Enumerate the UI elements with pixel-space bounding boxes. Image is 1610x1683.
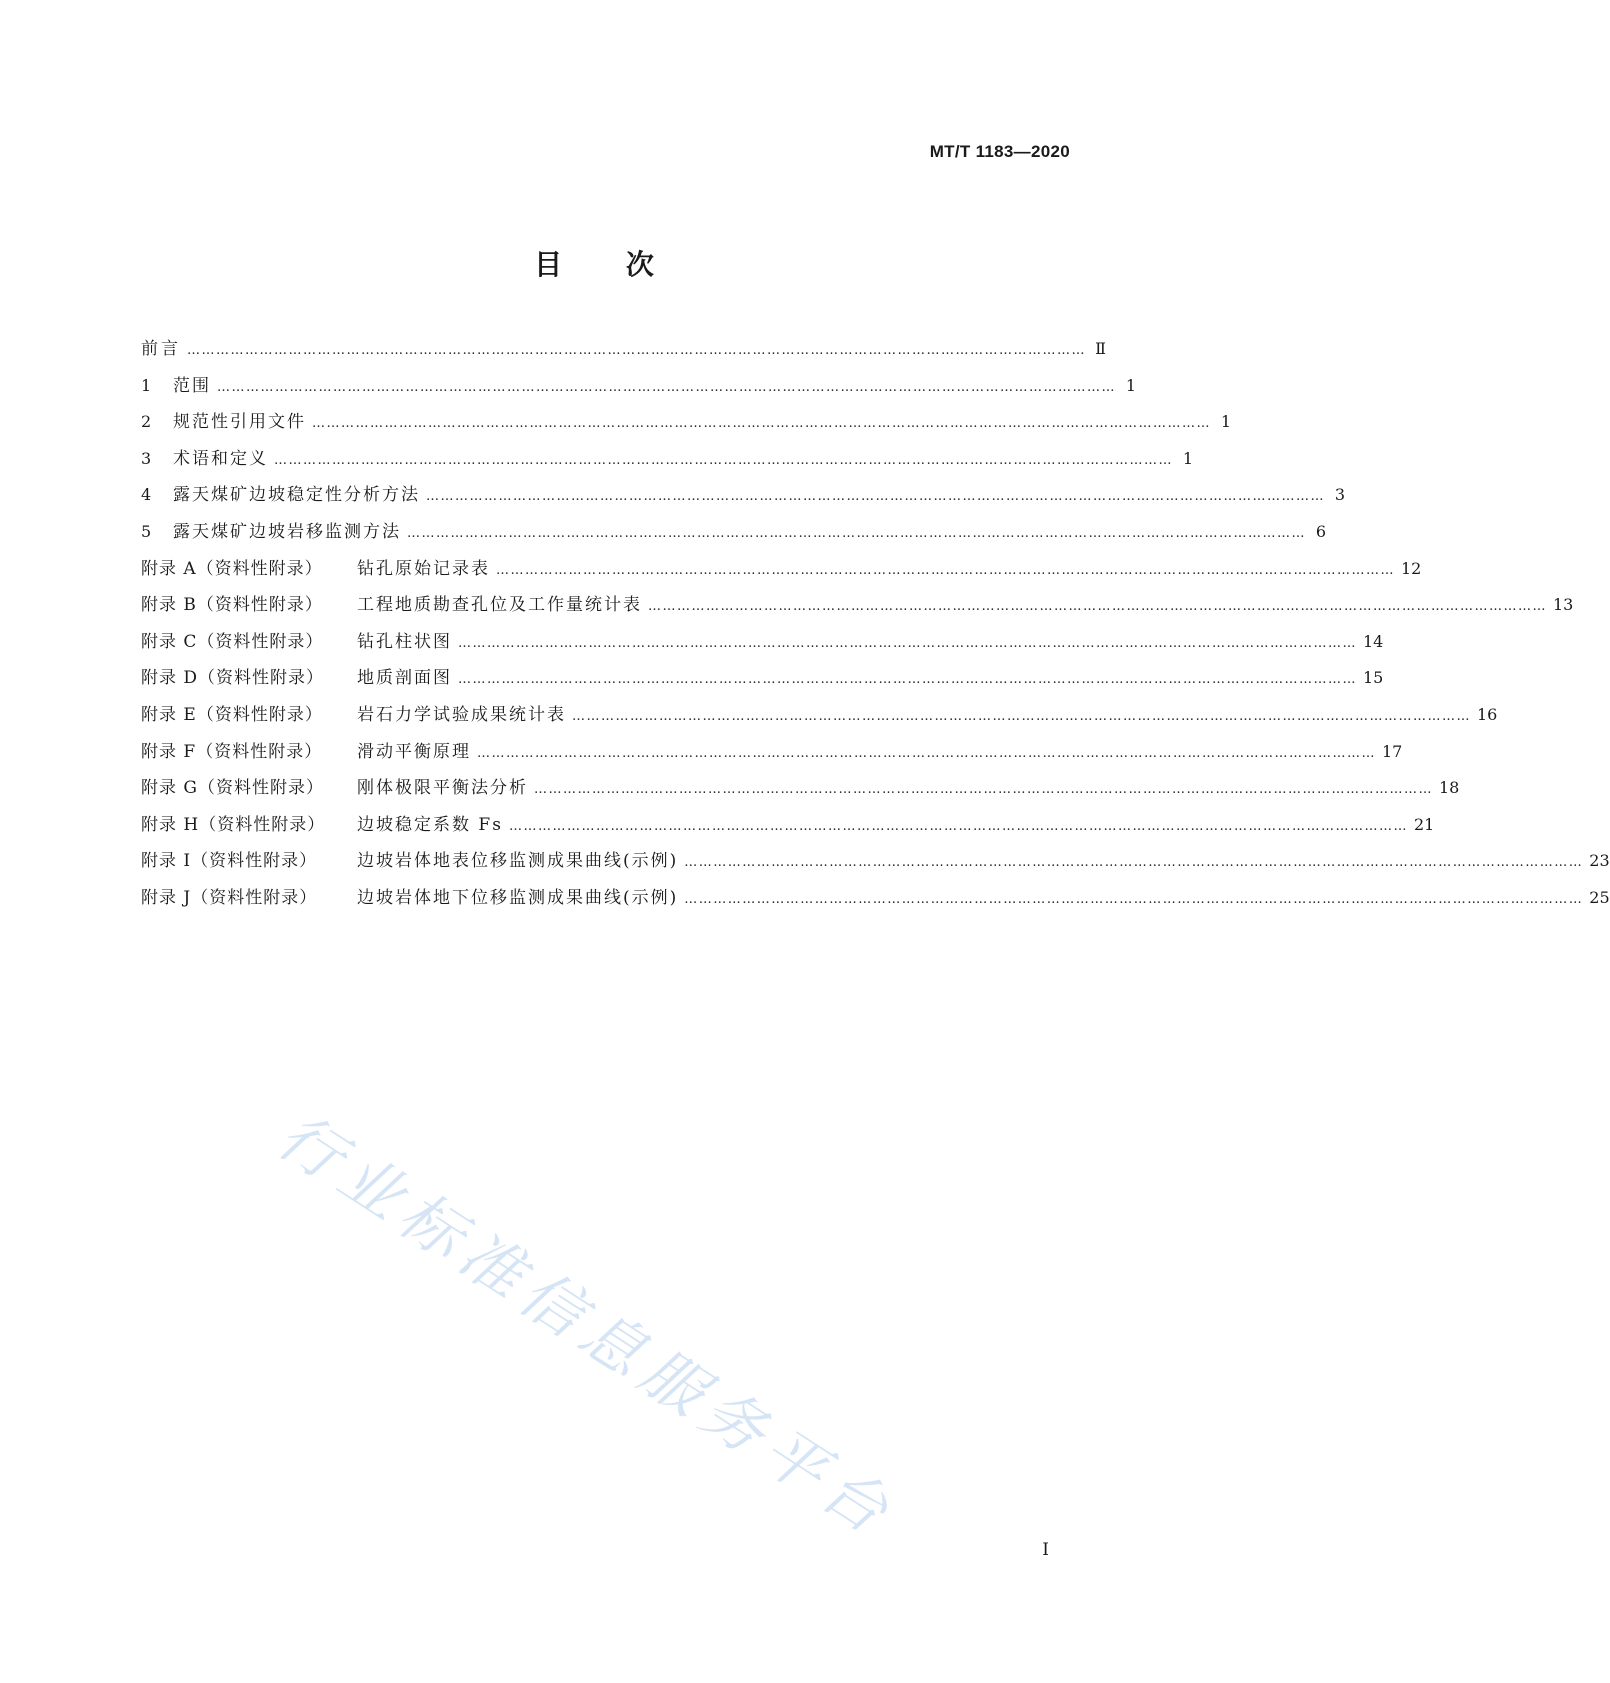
toc-entry-number: 5 [141, 521, 152, 541]
toc-entry[interactable] [141, 887, 1610, 925]
toc-entry-page: 21 [1413, 814, 1435, 834]
toc-entry[interactable] [141, 485, 1345, 522]
toc-entry-page: 17 [1382, 741, 1403, 761]
toc-entry-page: 15 [1363, 668, 1384, 688]
toc-dot-leader: …………………………………………………………………………………………………………………………………………………………………… [684, 855, 1584, 871]
toc-entry[interactable] [141, 595, 1574, 632]
toc-entry-title: 工程地质勘查孔位及工作量统计表 [357, 595, 642, 616]
toc-entry[interactable] [141, 375, 1136, 413]
toc-entry-annex-label: 附录 D（资料性附录） [141, 668, 325, 689]
toc-entry-annex-label: 附录 G（资料性附录） [141, 778, 324, 799]
toc-entry[interactable] [141, 558, 1422, 596]
standard-code: MT/T 1183—2020 [929, 142, 1070, 161]
toc-entry[interactable] [141, 412, 1231, 449]
toc-entry-annex-label: 附录 A（资料性附录） [141, 558, 323, 579]
toc-dot-leader: …………………………………………………………………………………………………………………………………………………………………… [496, 562, 1395, 578]
toc-entry-number: 1 [141, 375, 152, 395]
toc-entry-page: 14 [1363, 631, 1384, 651]
toc-entry-page: 16 [1477, 704, 1498, 724]
toc-entry-annex-label: 附录 H（资料性附录） [141, 814, 326, 835]
toc-entry-page: 3 [1334, 485, 1345, 505]
toc-entry-title: 术语和定义 [173, 448, 268, 469]
toc-entry-title: 地质剖面图 [357, 668, 452, 689]
toc-dot-leader: …………………………………………………………………………………………………………………………………………………………………… [458, 635, 1357, 651]
toc-dot-leader: …………………………………………………………………………………………………………………………………………………………………… [274, 452, 1173, 468]
toc-dot-leader: …………………………………………………………………………………………………………………………………………………………………… [572, 708, 1471, 724]
toc-entry-annex-label: 附录 B（资料性附录） [141, 595, 323, 616]
toc-entry-title: 规范性引用文件 [173, 412, 306, 433]
page-number: I [1042, 1540, 1049, 1560]
toc-entry-page: 1 [1220, 412, 1231, 432]
toc-dot-leader: …………………………………………………………………………………………………………………………………………………………………… [458, 672, 1357, 688]
toc-entry-title: 钻孔原始记录表 [357, 558, 490, 579]
toc-entry-title: 钻孔柱状图 [357, 631, 452, 652]
toc-entry-annex-label: 附录 E（资料性附录） [141, 704, 323, 725]
table-of-contents [141, 339, 1610, 925]
toc-entry-annex-label: 附录 F（资料性附录） [141, 741, 323, 762]
toc-entry-annex-label: 附录 I（资料性附录） [141, 851, 318, 872]
toc-entry-page: 13 [1553, 595, 1574, 615]
toc-entry[interactable] [141, 778, 1460, 815]
toc-entry[interactable] [141, 339, 1106, 376]
toc-entry-title: 露天煤矿边坡岩移监测方法 [173, 521, 401, 542]
toc-entry[interactable] [141, 448, 1193, 486]
toc-entry-annex-label: 附录 J（资料性附录） [141, 887, 318, 908]
toc-entry-page: 18 [1439, 778, 1460, 798]
toc-dot-leader: …………………………………………………………………………………………………………………………………………………………………… [648, 599, 1547, 615]
toc-entry-title: 边坡稳定系数 Fs [357, 814, 503, 835]
toc-entry[interactable] [141, 668, 1384, 705]
watermark: 行业标准信息服务平台 [265, 1098, 909, 1553]
toc-entry-number: 3 [141, 448, 152, 468]
toc-entry-annex-label: 附录 C（资料性附录） [141, 631, 324, 652]
toc-entry[interactable] [141, 741, 1403, 779]
toc-entry[interactable] [141, 631, 1384, 669]
toc-entry-page: 1 [1125, 375, 1136, 395]
toc-dot-leader: …………………………………………………………………………………………………………………………………………………………………… [508, 818, 1408, 834]
toc-entry-page: Ⅱ [1095, 339, 1106, 358]
toc-entry-number: 4 [141, 485, 152, 505]
toc-dot-leader: …………………………………………………………………………………………………………………………………………………………………… [684, 891, 1584, 907]
toc-entry-title: 岩石力学试验成果统计表 [357, 704, 566, 725]
toc-entry-title: 滑动平衡原理 [357, 741, 471, 762]
toc-dot-leader: …………………………………………………………………………………………………………………………………………………………………… [407, 525, 1306, 541]
toc-entry-title: 范围 [173, 375, 211, 396]
toc-entry-title: 露天煤矿边坡稳定性分析方法 [173, 485, 420, 506]
toc-title: 目 次 [534, 248, 656, 281]
toc-entry-title: 前言 [141, 339, 181, 359]
toc-entry-title: 刚体极限平衡法分析 [357, 778, 528, 799]
toc-entry-page: 6 [1315, 521, 1326, 541]
toc-entry-title: 边坡岩体地表位移监测成果曲线(示例) [357, 851, 679, 872]
toc-dot-leader: …………………………………………………………………………………………………………………………………………………………………… [477, 745, 1376, 761]
toc-dot-leader: …………………………………………………………………………………………………………………………………………………………………… [312, 416, 1211, 432]
toc-entry-number: 2 [141, 412, 152, 432]
toc-entry[interactable] [141, 814, 1435, 852]
toc-entry-title: 边坡岩体地下位移监测成果曲线(示例) [357, 887, 679, 908]
toc-entry[interactable] [141, 521, 1326, 559]
toc-dot-leader: …………………………………………………………………………………………………………………………………………………………………… [534, 782, 1433, 798]
toc-entry[interactable] [141, 851, 1610, 888]
toc-entry-page: 23 [1589, 851, 1610, 871]
toc-entry-page: 1 [1182, 448, 1193, 468]
toc-dot-leader: …………………………………………………………………………………………………………………………………………………………………… [217, 379, 1116, 395]
toc-entry-page: 12 [1401, 558, 1422, 578]
toc-dot-leader: …………………………………………………………………………………………………………………………………………………………………… [426, 489, 1325, 505]
toc-entry-page: 25 [1589, 887, 1610, 907]
toc-entry[interactable] [141, 704, 1498, 742]
toc-dot-leader: …………………………………………………………………………………………………………………………………………………………………… [187, 343, 1086, 358]
